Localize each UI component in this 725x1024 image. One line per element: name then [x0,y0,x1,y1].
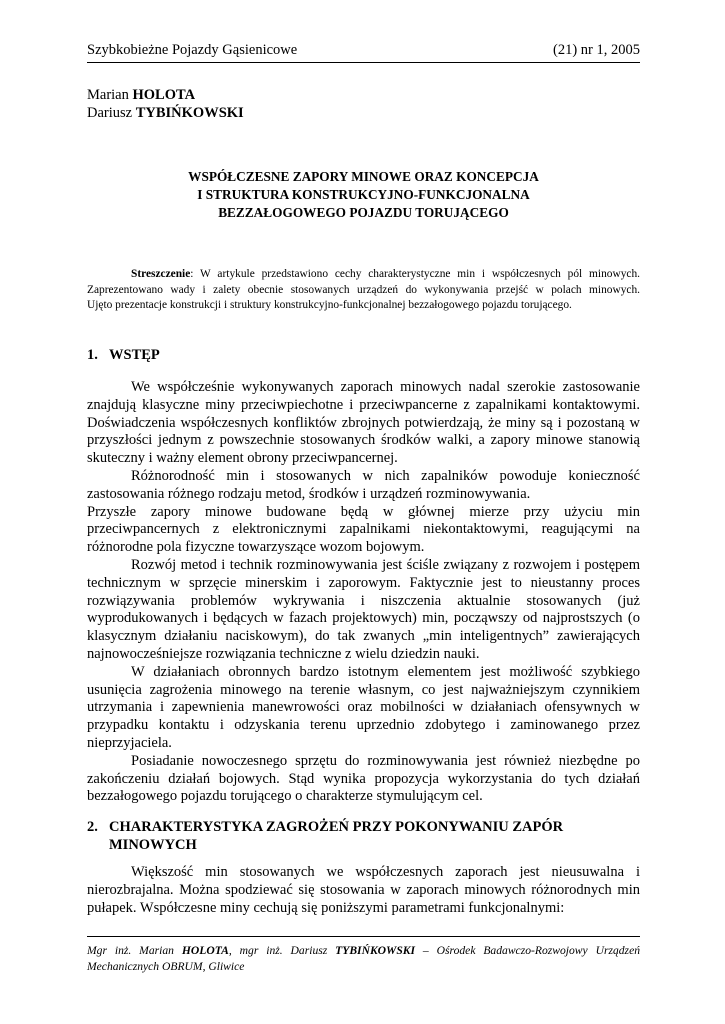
section-title-continued: MINOWYCH [109,837,197,853]
author-1-first: Marian [87,87,129,103]
text-line: W działaniach obronnych bardzo istotnym elementem jest możliwość szybkiego [131,663,640,680]
text-line: Doświadczenia współczesnych konfliktów zbrojnych potwierdzają, że miny są i pozostaną w [87,414,640,431]
text-line: rozwiązywania problemów wykrywania i niszczenia aktualnie stosowanych (już [87,592,640,609]
text-line: utrzymania i zapewnienia manewrowości oraz mobilności w działaniach ofensywnych w [87,699,640,716]
footnote-author-2: TYBIŃKOWSKI [335,944,416,957]
title-line: WSPÓŁCZESNE ZAPORY MINOWE ORAZ KONCEPCJA [188,169,539,184]
author-affiliation-footnote [87,936,640,974]
text-line: nierozbrajalna. Można spodziewać się stosowania w zaporach minowych różnorodnych min [87,881,640,898]
section-1-heading [87,346,160,364]
title-line: I STRUKTURA KONSTRUKCYJNO-FUNKCJONALNA [197,187,530,202]
text-line: przeciwpancernych z elektronicznymi zapalnikami niekontaktowymi, reagującymi na [87,521,640,538]
section-title: CHARAKTERYSTYKA ZAGROŻEŃ PRZY POKONYWANIU ZAPÓR [109,819,564,835]
text-line: pułapek. Współczesne miny cechują się poniższymi parametrami funkcjonalnymi: [87,899,565,916]
text-line: nieprzyjaciela. [87,734,172,751]
author-list [87,86,244,122]
text-line: Większość min stosowanych we współczesnych zaporach jest nieusuwalna i [131,864,640,880]
author-2-last: TYBIŃKOWSKI [135,105,244,121]
section-number: 2. [87,819,98,835]
text-line: bezzałogowego pojazdu torującego o charakterze stymulującym cel. [87,788,483,805]
author-1 [87,86,244,104]
section-number: 1. [87,347,98,363]
section-title: WSTĘP [109,347,160,363]
abstract-label: Streszczenie [131,268,191,280]
footnote-line: Mechanicznych OBRUM, Gliwice [87,959,245,973]
abstract-text: : W artykule przedstawiono cechy charakterystyczne min i współczesnych pól minowych. [190,268,640,280]
footnote-mid: , mgr inż. Dariusz [228,944,336,957]
text-line: usunięcia zagrożenia minowego na terenie własnym, co jest najważniejszym czynnikiem [87,681,640,698]
text-line: najnowocześniejsze rozwiązania techniczne z wielu dziedzin nauki. [87,645,480,662]
author-1-last: HOLOTA [132,87,196,103]
abstract-line: Zaprezentowano wady i zalety obecnie stosowanych urządzeń do wykonywania przejść w polach minowych. [87,283,640,296]
text-line: Posiadanie nowoczesnego sprzętu do rozminowywania jest również niezbędne po [131,752,640,769]
author-2 [87,104,244,122]
text-line: różnorodne pola fizyczne towarzyszące wozom bojowym. [87,539,425,556]
footnote-prefix: Mgr inż. Marian [87,944,182,957]
journal-name: Szybkobieżne Pojazdy Gąsienicowe [87,42,298,58]
abstract [87,267,640,314]
section-2-heading [87,818,563,854]
footnote-suffix: – Ośrodek Badawczo-Rozwojowy Urządzeń [415,944,641,957]
text-line: przyszłości jednym z powszechnie stosowanych środków walki, a zapory minowe stanowią [87,432,640,449]
footnote-author-1: HOLOTA [181,944,229,957]
text-line: zakończeniu działań bojowych. Stąd wynika propozycja wykorzystania do tych działań [87,770,640,787]
section-1-body [87,379,640,806]
text-line: Rozwój metod i technik rozminowywania jest ściśle związany z rozwojem i postępem [131,556,640,573]
title-line: BEZZAŁOGOWEGO POJAZDU TORUJĄCEGO [218,205,509,220]
abstract-line [87,267,640,283]
issue-number: (21) nr 1, 2005 [553,42,640,58]
paper-title [87,168,640,222]
section-2-body [87,864,640,917]
text-line: przypadku kontaktu i odzyskania terenu uprzednio zdobytego i zaminowanego przez [87,717,640,734]
text-line: znajdują klasyczne miny przeciwpiechotne i przeciwpancerne z zapalnikami kontaktowymi. [87,396,640,413]
text-line: We współcześnie wykonywanych zaporach minowych nadal szerokie zastosowanie [131,379,640,395]
abstract-line: Ujęto prezentacje konstrukcji i struktury konstrukcyjno-funkcjonalnej bezzałogowego pojazdu torującego. [87,299,572,311]
text-line: skuteczny i ważny element obrony przeciwpancernej. [87,450,398,467]
author-2-first: Dariusz [87,105,133,121]
footnote-line [87,943,640,959]
text-line: Różnorodność min i stosowanych w nich zapalników powoduje konieczność [131,467,640,484]
running-header [87,42,640,63]
text-line: klasycznym działaniu naciskowym), do tak zwanych „min inteligentnych” zawierających [87,628,640,645]
text-line: technicznym w sprzęcie minerskim i zaporowym. Faktycznie jest to nieustanny proces [87,574,640,591]
text-line: Przyszłe zapory minowe budowane będą w głównej mierze przy użyciu min [87,503,640,520]
text-line: wyprodukowanych i będących w fazach projektowych) min, począwszy od najprostszych (o [87,610,640,627]
text-line: zastosowania różnego rodzaju metod, środków i urządzeń rozminowywania. [87,485,531,502]
